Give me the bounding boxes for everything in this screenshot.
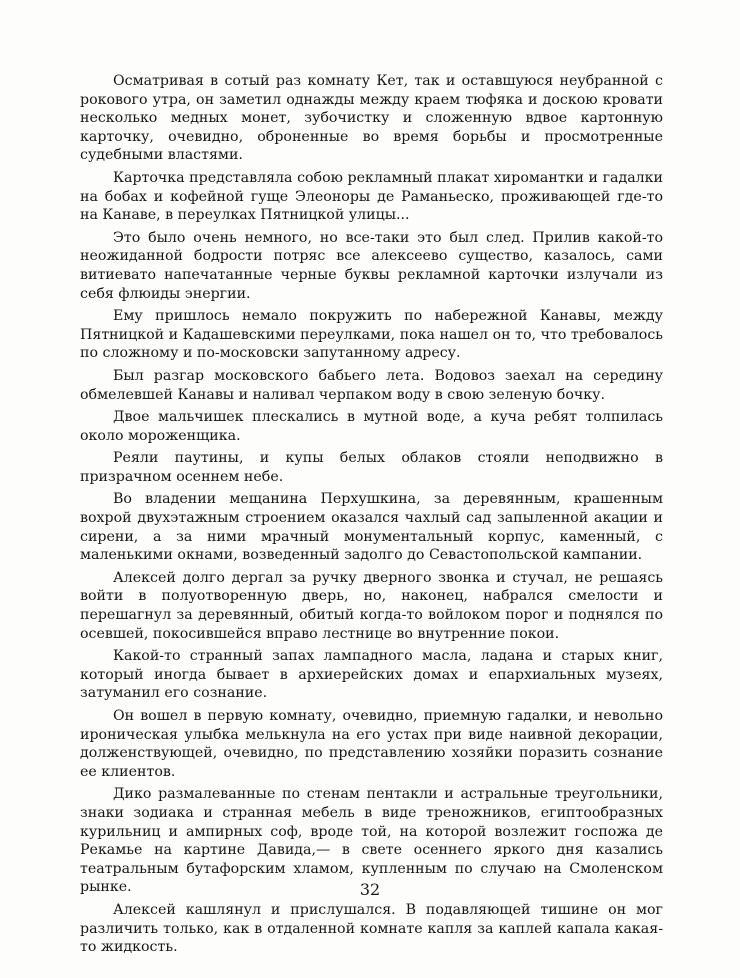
paragraph: Осматривая в сотый раз комнату Кет, так и оставшуюся неубранной с рокового утра, он заметил однажды между краем тюфяка и доскою кровати несколько медных монет, зубочистку и сложенную вдвое картонную карточку, очевидно, оброненные во время борьбы и просмотренные судебными властями. xyxy=(80,73,663,164)
paragraph: Ему пришлось немало покружить по набережной Канавы, между Пятницкой и Кадашевскими переулками, пока нашел он то, что требовалось по сложному и по-московски запутанному адресу. xyxy=(80,308,663,362)
paragraph: Он вошел в первую комнату, очевидно, приемную гадалки, и невольно ироническая улыбка мелькнула на его устах при виде наивной декорации, долженствующей, очевидно, по представлению хозяйки поразить сознание ее клиентов. xyxy=(80,708,663,780)
paragraph: Дико размалеванные по стенам пентакли и астральные треугольники, знаки зодиака и странная мебель в виде треножников, египтообразных курильниц и ампирных соф, вроде той, на которой возлежит госпожа де Рекамье на картине Давида,— в свете осеннего яркого дня казались театральным бутафорским хламом, купленным по случаю на Смоленском рынке. xyxy=(80,786,663,896)
paragraph: Алексей долго дергал за ручку дверного звонка и стучал, не решаясь войти в полуотворенную дверь, но, наконец, набрался смелости и перешагнул за деревянный, обитый когда-то войлоком порог и поднялся по осевшей, покосившейся вправо лестнице во внутренние покои. xyxy=(80,569,663,642)
body-text xyxy=(80,72,663,961)
paragraph: Был разгар московского бабьего лета. Водовоз заехал на середину обмелевшей Канавы и наливал черпаком воду в свою зеленую бочку. xyxy=(80,367,663,403)
paragraph: Алексей кашлянул и прислушался. В подавляющей тишине он мог различить только, как в отдаленной комнате капля за каплей капала какая-то жидкость. xyxy=(80,901,663,956)
paragraph: Двое мальчишек плескались в мутной воде, а куча ребят толпилась около мороженщика. xyxy=(80,409,663,444)
paragraph: Реяли паутины, и купы белых облаков стояли неподвижно в призрачном осеннем небе. xyxy=(80,450,663,485)
page-number: 32 xyxy=(359,880,381,899)
paragraph: Какой-то странный запах лампадного масла, ладана и старых книг, который иногда бывает в архиерейских домах и епархиальных музеях, затуманил его сознание. xyxy=(80,648,663,702)
paragraph: Это было очень немного, но все-таки это был след. Прилив какой-то неожиданной бодрости потряс все алексеево существо, казалось, сами витиевато напечатанные черные буквы рекламной карточки излучали из себя флюиды энергии. xyxy=(80,229,663,302)
paragraph: Во владении мещанина Перхушкина, за деревянным, крашенным вохрой двухэтажным строением оказался чахлый сад запыленной акации и сирени, а за ними мрачный монументальный корпус, каменный, с маленькими окнами, возведенный задолго до Севастопольской кампании. xyxy=(80,491,663,564)
paragraph: Карточка представляла собою рекламный плакат хиромантки и гадалки на бобах и кофейной гуще Элеоноры де Раманьеско, проживающей где-то на Канаве, в переулках Пятницкой улицы... xyxy=(80,169,663,224)
